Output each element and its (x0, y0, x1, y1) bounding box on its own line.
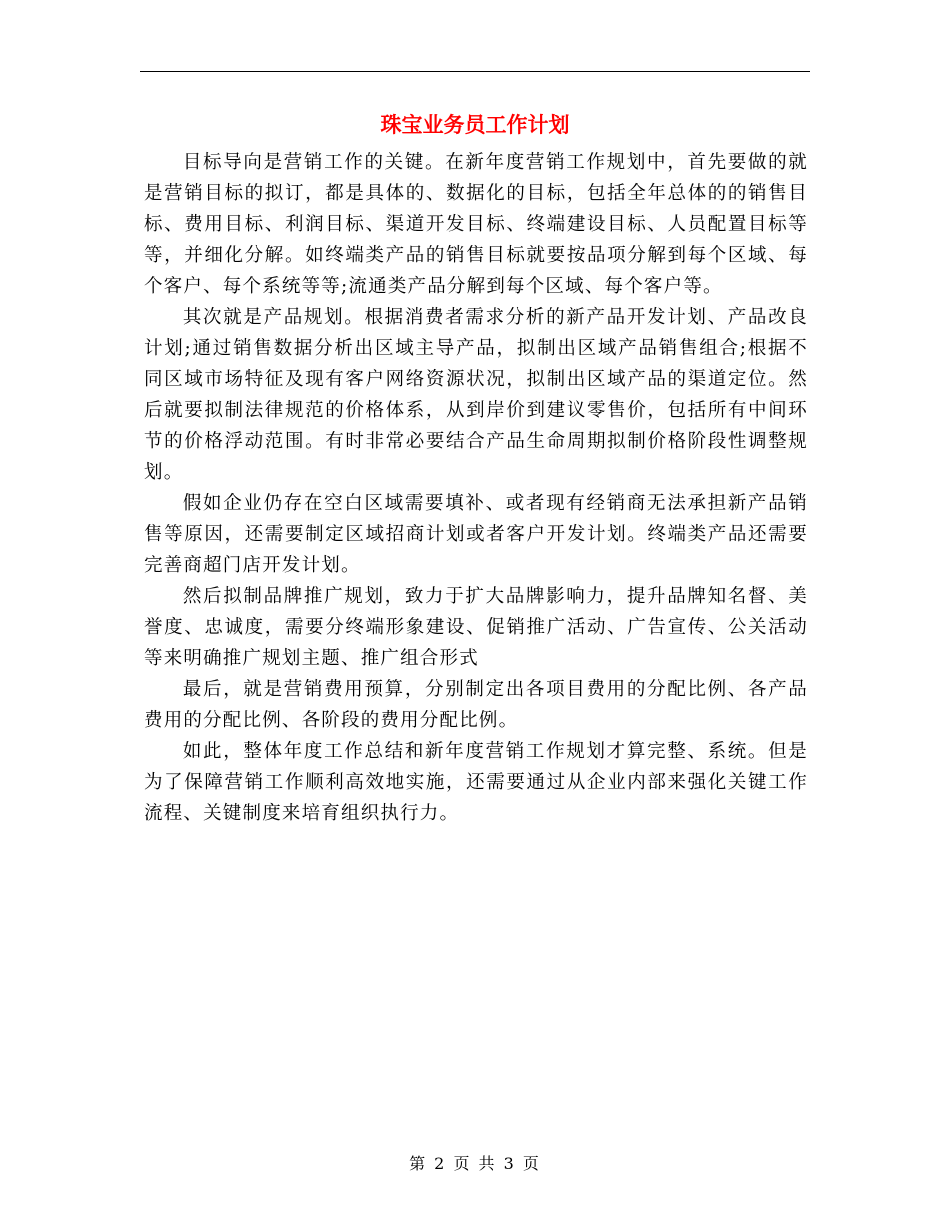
paragraph-goals: 目标导向是营销工作的关键。在新年度营销工作规划中，首先要做的就是营销目标的拟订，都是具体的、数据化的目标，包括全年总体的的销售目标、费用目标、利润目标、渠道开发目标、终端建设目标、人员配置目标等等，并细化分解。如终端类产品的销售目标就要按品项分解到每个区域、每个客户、每个系统等等;流通类产品分解到每个区域、每个客户等。 (144, 152, 808, 297)
paragraph-product-planning: 其次就是产品规划。根据消费者需求分析的新产品开发计划、产品改良计划;通过销售数据分析出区域主导产品，拟制出区域产品销售组合;根据不同区域市场特征及现有客户网络资源状况，拟制出区域产品的渠道定位。然后就要拟制法律规范的价格体系，从到岸价到建议零售价，包括所有中间环节的价格浮动范围。有时非常必要结合产品生命周期拟制价格阶段性调整规划。 (144, 307, 808, 483)
document-title: 珠宝业务员工作计划 (380, 112, 570, 137)
document-body (144, 147, 808, 829)
paragraph-investment-plan: 假如企业仍存在空白区域需要填补、或者现有经销商无法承担新产品销售等原因，还需要制定区域招商计划或者客户开发计划。终端类产品还需要完善商超门店开发计划。 (144, 493, 808, 576)
header-rule (140, 71, 810, 72)
paragraph-conclusion: 如此，整体年度工作总结和新年度营销工作规划才算完整、系统。但是为了保障营销工作顺利高效地实施，还需要通过从企业内部来强化关键工作流程、关键制度来培育组织执行力。 (144, 741, 808, 824)
paragraph-brand-promotion: 然后拟制品牌推广规划，致力于扩大品牌影响力，提升品牌知名督、美誉度、忠诚度，需要分终端形象建设、促销推广活动、广告宣传、公关活动等来明确推广规划主题、推广组合形式 (144, 586, 808, 669)
page-number-footer: 第 2 页 共 3 页 (409, 1154, 541, 1173)
paragraph-budget: 最后，就是营销费用预算，分别制定出各项目费用的分配比例、各产品费用的分配比例、各阶段的费用分配比例。 (144, 679, 808, 731)
